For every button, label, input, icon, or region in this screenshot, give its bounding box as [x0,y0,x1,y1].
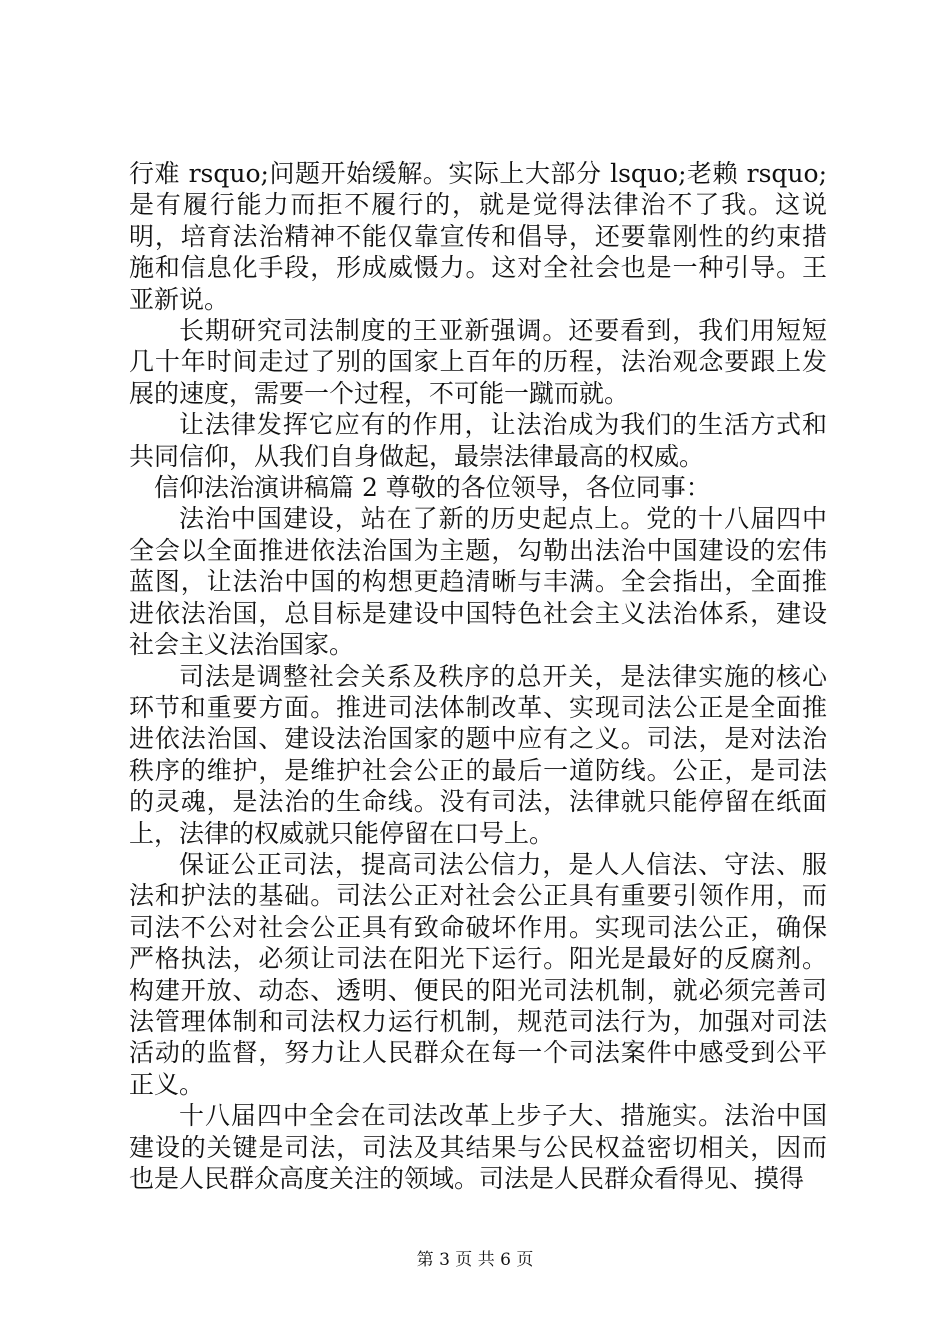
page-number-footer: 第 3 页 共 6 页 [416,1250,534,1270]
section-heading: 信仰法治演讲稿篇 2 尊敬的各位领导，各位同事： [154,473,711,503]
paragraph: 保证公正司法，提高司法公信力，是人人信法、守法、服法和护法的基础。司法公正对社会公正具有重要引领作用，而司法不公对社会公正具有致命破坏作用。实现司法公正，确保严格执法，必须让司法在阳光下运行。阳光是最好的反腐剂。构建开放、动态、透明、便民的阳光司法机制，就必须完善司法管理体制和司法权力运行机制，规范司法行为，加强对司法活动的监督，努力让人民群众在每一个司法案件中感受到公平正义。 [129,849,827,1099]
document-body [129,158,827,1194]
paragraph: 司法是调整社会关系及秩序的总开关，是法律实施的核心环节和重要方面。推进司法体制改革、实现司法公正是全面推进依法治国、建设法治国家的题中应有之义。司法，是对法治秩序的维护，是维护社会公正的最后一道防线。公正，是司法的灵魂，是法治的生命线。没有司法，法律就只能停留在纸面上，法律的权威就只能停留在口号上。 [129,661,827,848]
paragraph: 法治中国建设，站在了新的历史起点上。党的十八届四中全会以全面推进依法治国为主题，勾勒出法治中国建设的宏伟蓝图，让法治中国的构想更趋清晰与丰满。全会指出，全面推进依法治国，总目标是建设中国特色社会主义法治体系，建设社会主义法治国家。 [129,504,827,660]
paragraph: 十八届四中全会在司法改革上步子大、措施实。法治中国建设的关键是司法，司法及其结果与公民权益密切相关，因而也是人民群众高度关注的领域。司法是人民群众看得见、摸得 [129,1101,827,1193]
paragraph: 长期研究司法制度的王亚新强调。还要看到，我们用短短几十年时间走过了别的国家上百年的历程，法治观念要跟上发展的速度，需要一个过程，不可能一蹴而就。 [129,316,827,408]
paragraph: 让法律发挥它应有的作用，让法治成为我们的生活方式和共同信仰，从我们自身做起，最崇法律最高的权威。 [129,410,827,471]
paragraph-continuation: 行难 rsquo;问题开始缓解。实际上大部分 lsquo;老赖 rsquo;是有履行能力而拒不履行的，就是觉得法律治不了我。这说明，培育法治精神不能仅靠宣传和倡导，还要靠刚性的约束措施和信息化手段，形成威慑力。这对全社会也是一种引导。王亚新说。 [129,159,827,314]
